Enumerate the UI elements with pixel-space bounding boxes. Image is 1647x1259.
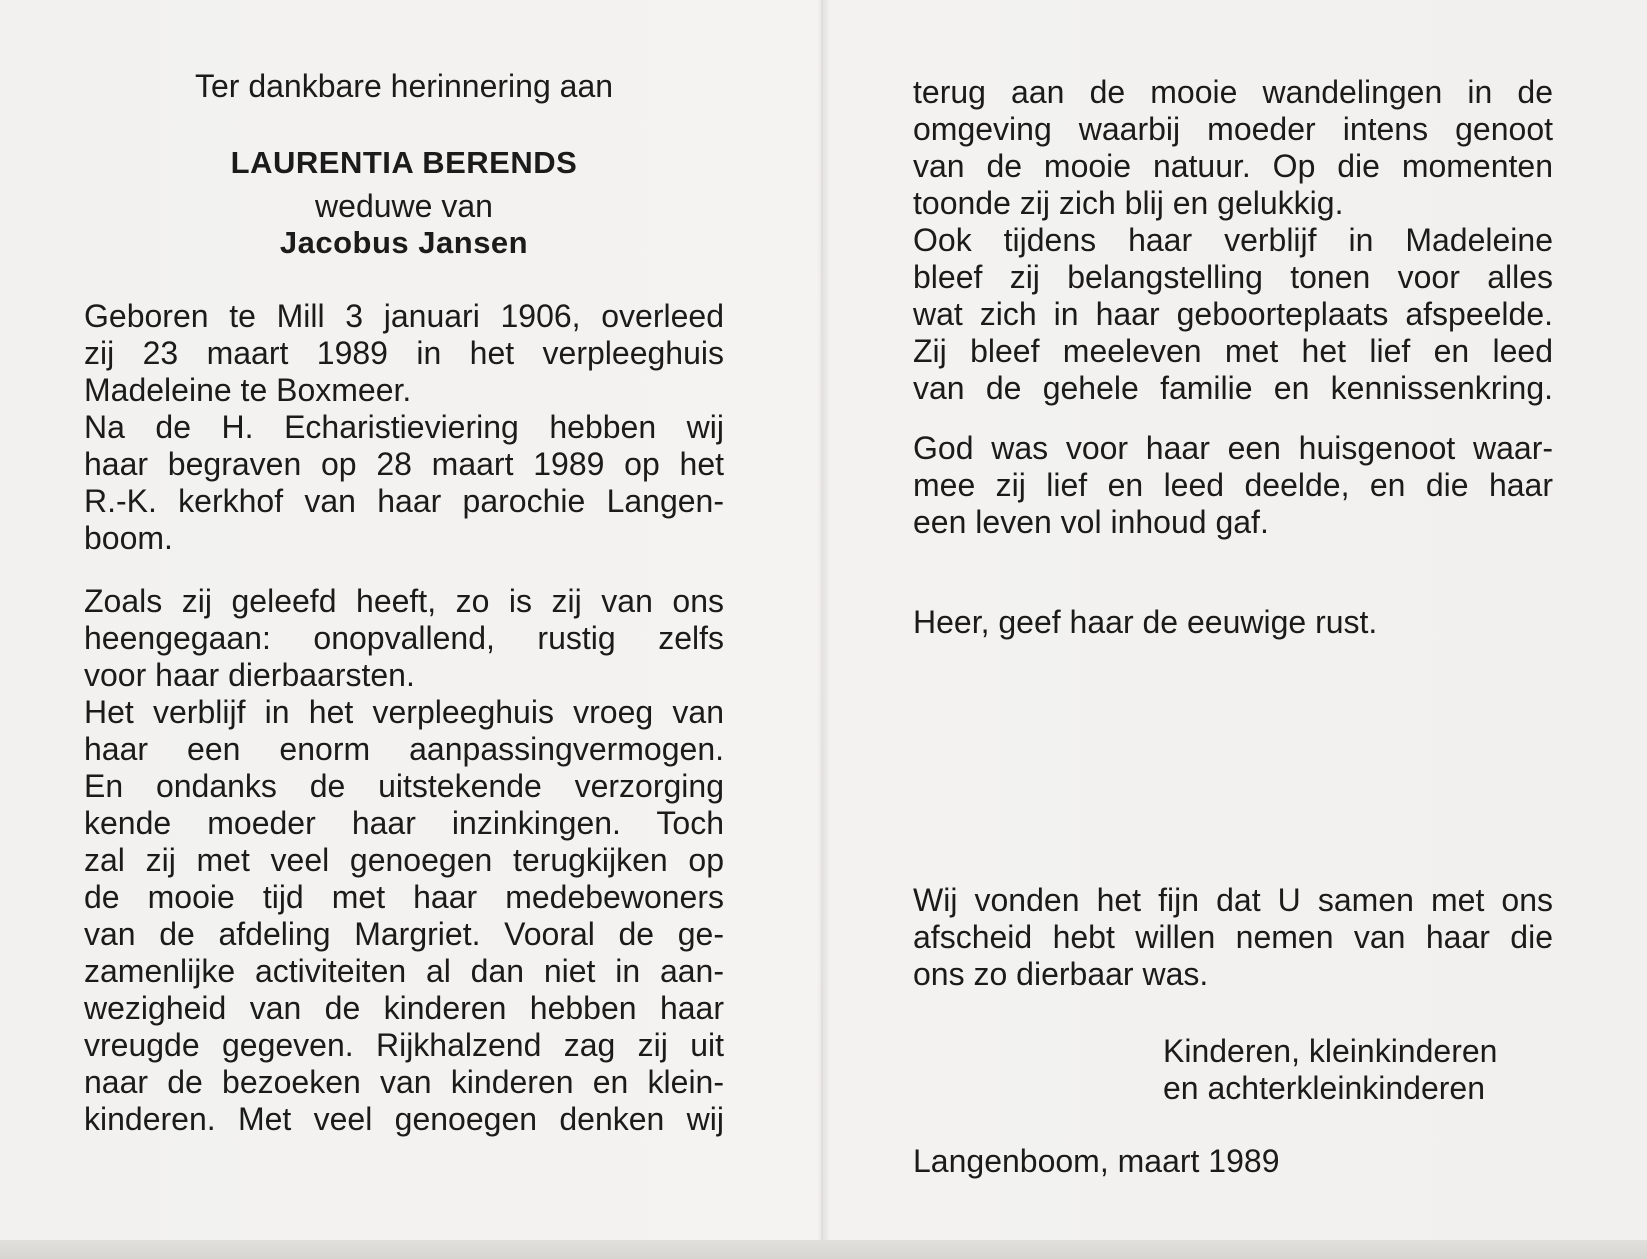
text-line: ons zo dierbaar was. bbox=[913, 956, 1209, 992]
intro-text: Ter dankbare herinnering aan bbox=[194, 68, 614, 104]
place-date: Langenboom, maart 1989 bbox=[913, 1143, 1280, 1179]
text-line: een leven vol inhoud gaf. bbox=[913, 504, 1269, 540]
text-line: van de afdeling Margriet. Vooral de ge- bbox=[84, 916, 724, 952]
text-line: Madeleine te Boxmeer. bbox=[84, 372, 412, 408]
text-line: vreugde gegeven. Rijkhalzend zag zij uit bbox=[84, 1027, 724, 1063]
thanks-paragraph bbox=[913, 882, 1553, 993]
card-bottom-edge bbox=[0, 1240, 1647, 1259]
text-line: zij 23 maart 1989 in het verpleeghuis bbox=[84, 335, 724, 371]
text-line: haar begraven op 28 maart 1989 op het bbox=[84, 446, 724, 482]
signature-line-1: Kinderen, kleinkinderen bbox=[1163, 1033, 1498, 1069]
text-line: Ook tijdens haar verblijf in Madeleine bbox=[913, 222, 1553, 258]
text-line: zamenlijke activiteiten al dan niet in aan- bbox=[84, 953, 724, 989]
text-line: van de gehele familie en kennissenkring. bbox=[913, 370, 1553, 406]
text-line: wezigheid van de kinderen hebben haar bbox=[84, 990, 724, 1026]
text-line: naar de bezoeken van kinderen en klein- bbox=[84, 1064, 724, 1100]
right-paragraph-2 bbox=[913, 430, 1553, 541]
text-line: terug aan de mooie wandelingen in de bbox=[913, 74, 1553, 110]
text-line: omgeving waarbij moeder intens genoot bbox=[913, 111, 1553, 147]
left-paragraph-2 bbox=[84, 583, 724, 1138]
text-line: toonde zij zich blij en gelukkig. bbox=[913, 185, 1344, 221]
text-line: afscheid hebt willen nemen van haar die bbox=[913, 919, 1553, 955]
signature-line-2: en achterkleinkinderen bbox=[1163, 1070, 1485, 1106]
husband-name: Jacobus Jansen bbox=[279, 225, 529, 260]
text-line: Het verblijf in het verpleeghuis vroeg van bbox=[84, 694, 724, 730]
prayer-text: Heer, geef haar de eeuwige rust. bbox=[913, 604, 1378, 640]
text-line: de mooie tijd met haar medebewoners bbox=[84, 879, 724, 915]
text-line: heengegaan: onopvallend, rustig zelfs bbox=[84, 620, 724, 656]
text-line: van de mooie natuur. Op die momenten bbox=[913, 148, 1553, 184]
text-line: wat zich in haar geboorteplaats afspeelde. bbox=[913, 296, 1553, 332]
text-line: En ondanks de uitstekende verzorging bbox=[84, 768, 724, 804]
text-line: Zij bleef meeleven met het lief en leed bbox=[913, 333, 1553, 369]
text-line: bleef zij belangstelling tonen voor alles bbox=[913, 259, 1553, 295]
widow-of-text: weduwe van bbox=[315, 188, 493, 224]
text-line: Na de H. Echaristieviering hebben wij bbox=[84, 409, 724, 445]
text-line: R.-K. kerkhof van haar parochie Langen- bbox=[84, 483, 724, 519]
right-paragraph-1 bbox=[913, 74, 1553, 407]
text-line: God was voor haar een huisgenoot waar- bbox=[913, 430, 1553, 466]
text-line: zal zij met veel genoegen terugkijken op bbox=[84, 842, 724, 878]
card-fold bbox=[821, 0, 823, 1259]
text-line: kende moeder haar inzinkingen. Toch bbox=[84, 805, 724, 841]
text-line: boom. bbox=[84, 520, 173, 556]
text-line: kinderen. Met veel genoegen denken wij bbox=[84, 1101, 724, 1137]
text-line: mee zij lief en leed deelde, en die haar bbox=[913, 467, 1553, 503]
left-paragraph-1 bbox=[84, 298, 724, 557]
text-line: voor haar dierbaarsten. bbox=[84, 657, 415, 693]
text-line: Zoals zij geleefd heeft, zo is zij van ons bbox=[84, 583, 724, 619]
text-line: Wij vonden het fijn dat U samen met ons bbox=[913, 882, 1553, 918]
text-line: Geboren te Mill 3 januari 1906, overleed bbox=[84, 298, 724, 334]
deceased-name: LAURENTIA BERENDS bbox=[230, 145, 578, 180]
text-line: haar een enorm aanpassingvermogen. bbox=[84, 731, 724, 767]
